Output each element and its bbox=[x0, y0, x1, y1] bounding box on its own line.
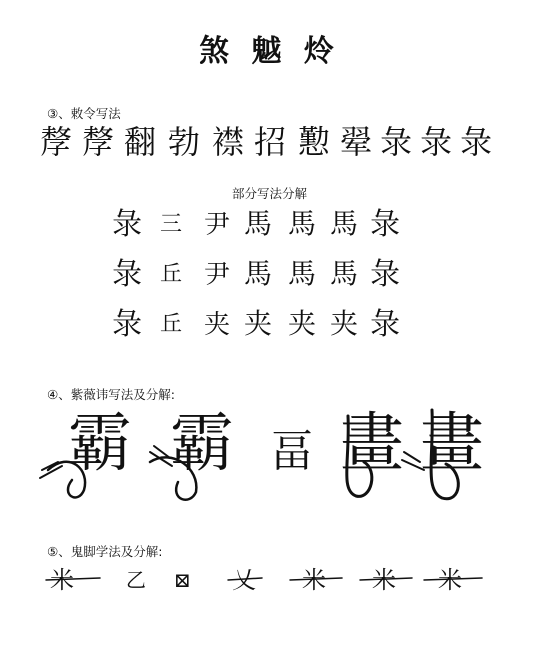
guijiao-glyph: 米 bbox=[372, 566, 396, 594]
section-heading-guijiao: ⑤、鬼脚学法及分解: bbox=[47, 544, 163, 559]
breakdown-glyph: 馬 bbox=[330, 257, 359, 290]
talisman-glyph: 彔 bbox=[380, 123, 413, 161]
breakdown-glyph: 馬 bbox=[330, 207, 359, 240]
breakdown-glyph: 馬 bbox=[288, 257, 317, 290]
brush-stroke bbox=[424, 578, 482, 580]
guijiao-glyph: 乙 bbox=[126, 568, 146, 592]
brush-stroke bbox=[290, 578, 342, 580]
breakdown-glyph: 三 bbox=[160, 212, 183, 237]
breakdown-glyph: 彔 bbox=[370, 307, 400, 342]
breakdown-subheading: 部分写法分解 bbox=[231, 186, 307, 201]
brush-stroke bbox=[347, 416, 372, 496]
brush-stroke bbox=[48, 462, 85, 498]
brush-stroke bbox=[150, 457, 196, 499]
page-title: 煞 魆 炩 bbox=[199, 34, 340, 69]
breakdown-glyph: 丘 bbox=[160, 262, 183, 287]
guijiao-glyph: 乂 bbox=[232, 566, 256, 594]
talisman-glyph: 彔 bbox=[420, 123, 453, 161]
talisman-glyph: 襟 bbox=[212, 123, 245, 161]
breakdown-glyph: 夹 bbox=[288, 307, 317, 340]
breakdown-glyph: 馬 bbox=[288, 207, 317, 240]
guijiao-glyph: 米 bbox=[50, 566, 74, 594]
ziwei-glyph: 霸 bbox=[170, 407, 234, 481]
brush-stroke bbox=[46, 578, 100, 580]
breakdown-glyph: 彔 bbox=[112, 257, 142, 292]
section-heading-chiling: ③、敕令写法 bbox=[47, 106, 121, 121]
ziwei-glyph: 霸 bbox=[68, 407, 132, 481]
breakdown-glyph: 夹 bbox=[204, 310, 231, 340]
guijiao-glyph: 米 bbox=[438, 566, 462, 594]
talisman-glyph: 孷 bbox=[82, 123, 115, 161]
section-heading-ziwei: ④、紫薇讳写法及分解: bbox=[47, 387, 175, 402]
brush-stroke bbox=[150, 446, 172, 466]
talisman-glyph: 彔 bbox=[460, 123, 493, 161]
breakdown-glyph: 馬 bbox=[244, 207, 273, 240]
breakdown-glyph: 馬 bbox=[244, 257, 273, 290]
breakdown-glyph: 彔 bbox=[112, 207, 142, 242]
ziwei-glyph: 畐 bbox=[270, 426, 314, 477]
guijiao-glyph: ⊠ bbox=[174, 568, 191, 592]
ziwei-glyph: 畫 bbox=[420, 407, 484, 481]
ziwei-glyph: 畫 bbox=[340, 407, 404, 481]
talisman-glyph: 招 bbox=[254, 123, 287, 161]
breakdown-glyph: 彔 bbox=[370, 207, 400, 242]
talisman-glyph: 勃 bbox=[168, 123, 201, 161]
brush-stroke bbox=[360, 578, 412, 580]
breakdown-glyph: 夹 bbox=[244, 307, 273, 340]
talisman-glyph: 懃 bbox=[298, 123, 331, 161]
breakdown-glyph: 彔 bbox=[112, 307, 142, 342]
guijiao-glyph: 米 bbox=[302, 566, 326, 594]
breakdown-glyph: 尹 bbox=[204, 210, 231, 240]
talisman-glyph: 翚 bbox=[340, 123, 373, 161]
breakdown-glyph: 尹 bbox=[204, 260, 231, 290]
talisman-glyph: 翻 bbox=[124, 123, 157, 161]
breakdown-glyph: 丘 bbox=[160, 312, 183, 337]
brush-stroke bbox=[228, 578, 262, 580]
brush-stroke bbox=[431, 410, 458, 499]
talisman-glyph: 孷 bbox=[40, 123, 73, 161]
breakdown-glyph: 彔 bbox=[370, 257, 400, 292]
breakdown-glyph: 夹 bbox=[330, 307, 359, 340]
brush-stroke bbox=[402, 452, 424, 470]
